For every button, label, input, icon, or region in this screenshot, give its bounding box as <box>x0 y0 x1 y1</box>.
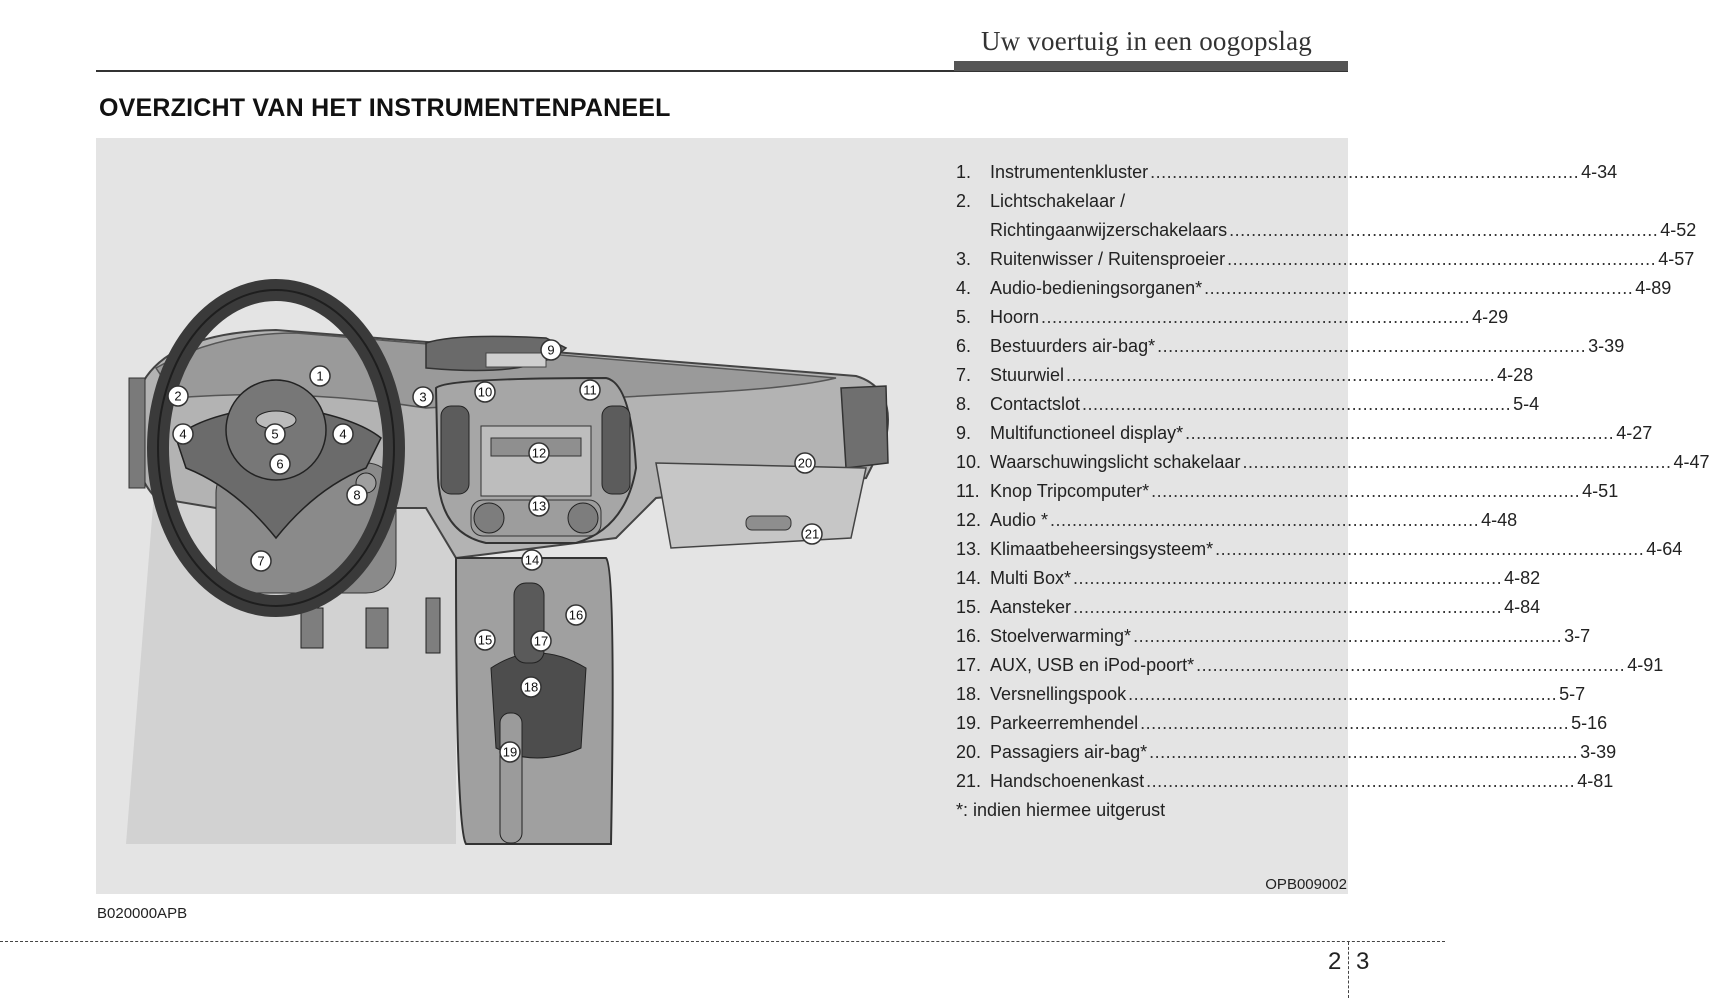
svg-text:5: 5 <box>271 426 279 442</box>
page-number-right: 3 <box>1356 948 1370 975</box>
callout-5 <box>265 424 285 444</box>
legend-item: 16. Stoelverwarming* .............................................................................. 3-7 <box>956 626 1591 646</box>
callout-13 <box>529 496 549 516</box>
legend-item: 1. Instrumentenkluster .............................................................................. 4-34 <box>956 162 1618 182</box>
svg-text:6: 6 <box>276 456 284 472</box>
callout-8 <box>347 485 367 505</box>
legend-item: 6. Bestuurders air-bag* .............................................................................. 3-39 <box>956 336 1625 356</box>
callout-20 <box>795 453 815 473</box>
callout-4-right <box>333 424 353 444</box>
legend-item: 18. Versnellingspook .............................................................................. 5-7 <box>956 684 1586 704</box>
svg-text:11: 11 <box>583 382 597 398</box>
callout-9 <box>541 340 561 360</box>
svg-text:4: 4 <box>179 426 187 442</box>
legend-item: 14. Multi Box* .............................................................................. 4-82 <box>956 568 1541 588</box>
page-heading: OVERZICHT VAN HET INSTRUMENTENPANEEL <box>99 94 671 122</box>
callout-21 <box>802 524 822 544</box>
svg-text:15: 15 <box>477 632 493 648</box>
legend-footnote: *: indien hiermee uitgerust <box>956 800 1166 820</box>
callout-3 <box>413 387 433 407</box>
callout-4-left <box>173 424 193 444</box>
svg-text:3: 3 <box>419 389 427 405</box>
callout-17 <box>531 631 551 651</box>
svg-text:14: 14 <box>524 552 540 568</box>
svg-text:4: 4 <box>339 426 347 442</box>
callout-10 <box>475 382 495 402</box>
image-code: OPB009002 <box>1265 876 1347 893</box>
svg-text:8: 8 <box>353 487 361 503</box>
callout-19 <box>500 742 520 762</box>
legend-item: 19. Parkeerremhendel .............................................................................. 5-16 <box>956 713 1608 733</box>
footer-rule <box>0 941 1445 942</box>
legend-item: 21. Handschoenenkast .............................................................................. 4-81 <box>956 771 1614 791</box>
page-number-left: 2 <box>1328 948 1342 975</box>
legend-item: 17. AUX, USB en iPod-poort* .............................................................................. 4-91 <box>956 655 1664 675</box>
svg-text:21: 21 <box>804 526 820 542</box>
svg-text:17: 17 <box>533 633 549 649</box>
legend-item: 2. Lichtschakelaar / <box>956 191 1126 211</box>
callout-2 <box>168 386 188 406</box>
header-rule-accent <box>954 61 1348 71</box>
svg-text:16: 16 <box>568 607 584 623</box>
callout-16 <box>566 605 586 625</box>
callout-12 <box>529 443 549 463</box>
component-legend <box>956 158 1710 825</box>
callout-1 <box>310 366 330 386</box>
reference-code: B020000APB <box>97 905 188 922</box>
legend-item: 3. Ruitenwisser / Ruitensproeier .............................................................................. 4-57 <box>956 249 1695 269</box>
callout-6 <box>270 454 290 474</box>
callout-18 <box>521 677 541 697</box>
legend-item: 7. Stuurwiel .............................................................................. 4-28 <box>956 365 1534 385</box>
legend-item: 8. Contactslot .............................................................................. 5-4 <box>956 394 1540 414</box>
svg-text:13: 13 <box>531 498 547 514</box>
callout-14 <box>522 550 542 570</box>
legend-item: 10. Waarschuwingslicht schakelaar .............................................................................. 4-47 <box>956 452 1710 472</box>
legend-item: 12. Audio * .............................................................................. 4-48 <box>956 510 1518 530</box>
svg-text:2: 2 <box>174 388 182 404</box>
callout-7 <box>251 551 271 571</box>
svg-text:12: 12 <box>531 445 547 461</box>
svg-text:10: 10 <box>477 384 493 400</box>
legend-item: 9. Multifunctioneel display* .............................................................................. 4-27 <box>956 423 1653 443</box>
svg-text:9: 9 <box>547 342 555 358</box>
dashboard-illustration <box>96 138 946 848</box>
svg-text:1: 1 <box>316 368 324 384</box>
callout-15 <box>475 630 495 650</box>
legend-item: 20. Passagiers air-bag* .............................................................................. 3-39 <box>956 742 1617 762</box>
legend-item: 13. Klimaatbeheersingsysteem* .............................................................................. 4-64 <box>956 539 1683 559</box>
svg-text:18: 18 <box>523 679 539 695</box>
legend-item: 11. Knop Tripcomputer* .............................................................................. 4-51 <box>956 481 1619 501</box>
legend-item: 15. Aansteker .............................................................................. 4-84 <box>956 597 1541 617</box>
svg-text:19: 19 <box>502 744 518 760</box>
legend-item: 5. Hoorn .............................................................................. 4-29 <box>956 307 1509 327</box>
figure-panel <box>96 138 1710 894</box>
legend-item: Richtingaanwijzerschakelaars .............................................................................. 4-52 <box>990 220 1697 240</box>
svg-text:20: 20 <box>797 455 813 471</box>
callout-11 <box>580 380 600 400</box>
section-title: Uw voertuig in een oogopslag <box>980 26 1312 56</box>
page-number-divider <box>1348 942 1349 998</box>
svg-text:7: 7 <box>257 553 265 569</box>
legend-item: 4. Audio-bedieningsorganen* .............................................................................. 4-89 <box>956 278 1672 298</box>
